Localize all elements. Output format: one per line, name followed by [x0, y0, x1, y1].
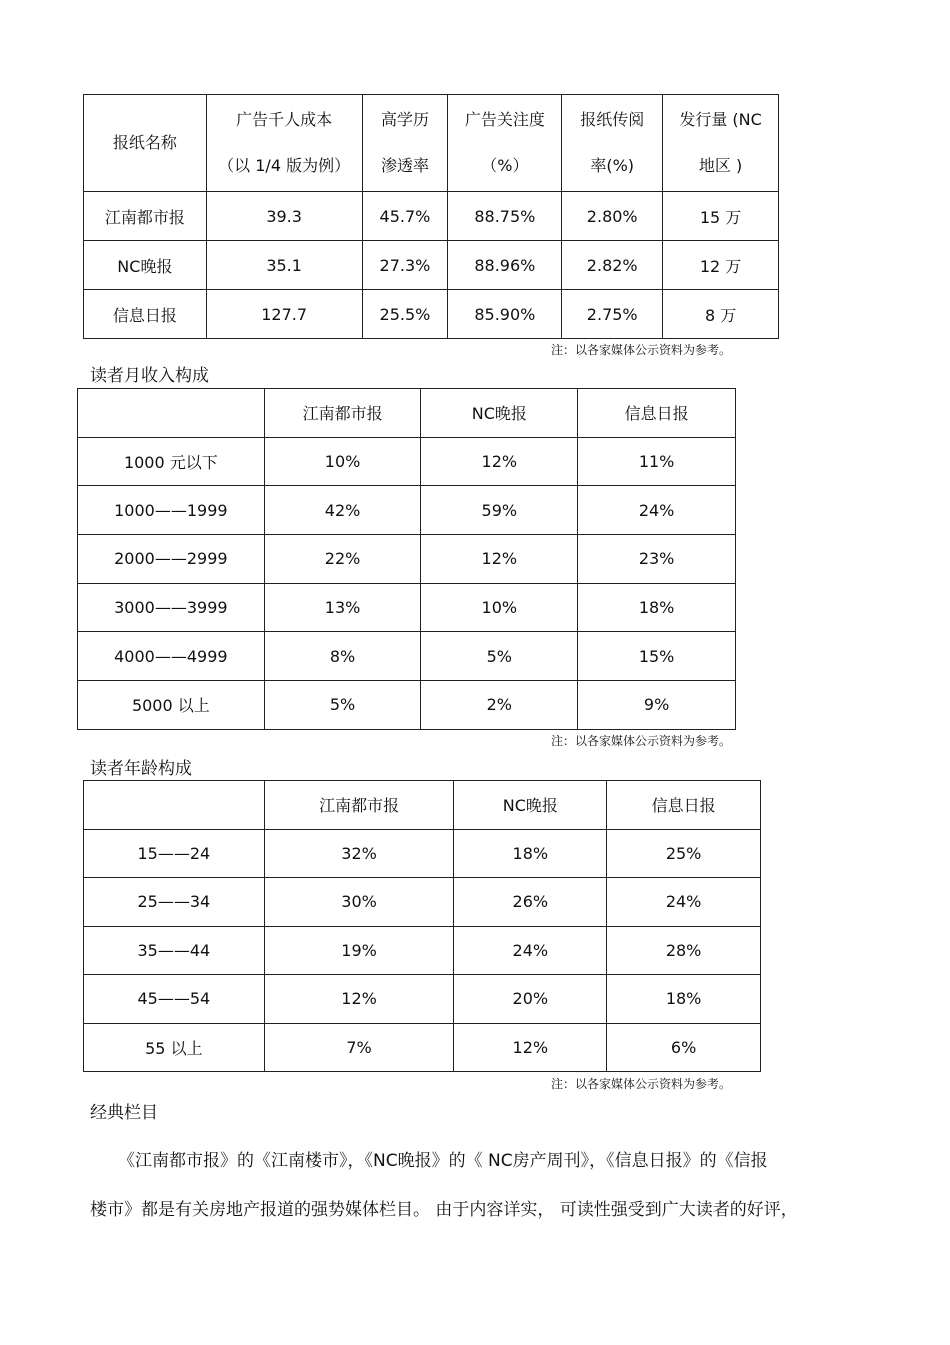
- table-cell: 1000 元以下: [78, 437, 265, 486]
- table-cell: 24%: [607, 878, 761, 927]
- table-cell: 127.7: [206, 290, 362, 339]
- table-cell: 信息日报: [84, 290, 207, 339]
- table-row: [78, 437, 736, 486]
- table-cell: 10%: [264, 437, 421, 486]
- table-header-row: [84, 95, 779, 192]
- table-row: [84, 975, 761, 1024]
- header-cell: 报纸名称: [84, 95, 207, 192]
- table-cell: 12%: [264, 975, 454, 1024]
- table-row: [84, 926, 761, 975]
- table-cell: 23%: [578, 535, 736, 584]
- header-cell: 广告千人成本 （以 1/4 版为例）: [206, 95, 362, 192]
- table-note: 注：以各家媒体公示资料为参考。: [551, 734, 732, 748]
- table-row: [84, 290, 779, 339]
- section-title-income: 读者月收入构成: [90, 366, 209, 386]
- table-note: 注：以各家媒体公示资料为参考。: [551, 343, 732, 357]
- table-row: [84, 1023, 761, 1072]
- table-cell: 7%: [264, 1023, 454, 1072]
- table-cell: 8 万: [663, 290, 779, 339]
- table-cell: 18%: [578, 583, 736, 632]
- table-cell: 32%: [264, 829, 454, 878]
- table-cell: 5000 以上: [78, 681, 265, 730]
- table-note: 注：以各家媒体公示资料为参考。: [551, 1077, 732, 1091]
- header-cell: [78, 389, 265, 438]
- paragraph-line: 《江南都市报》的《江南楼市》，《NC晚报》的《 NC房产周刊》，《信息日报》的《信报: [118, 1151, 768, 1171]
- table-cell: 1000——1999: [78, 486, 265, 535]
- header-cell: 广告关注度 （%）: [448, 95, 562, 192]
- table-cell: 5%: [264, 681, 421, 730]
- table-cell: 12%: [421, 437, 578, 486]
- table-row: [84, 192, 779, 241]
- table-row: [78, 535, 736, 584]
- age-table: [83, 780, 761, 1072]
- table-cell: 88.75%: [448, 192, 562, 241]
- table-cell: 2000——2999: [78, 535, 265, 584]
- table-cell: 24%: [454, 926, 607, 975]
- table-row: [78, 681, 736, 730]
- table-cell: 6%: [607, 1023, 761, 1072]
- table-cell: 45——54: [84, 975, 265, 1024]
- table-cell: 55 以上: [84, 1023, 265, 1072]
- table-cell: 18%: [607, 975, 761, 1024]
- table-cell: 22%: [264, 535, 421, 584]
- table-cell: 20%: [454, 975, 607, 1024]
- section-title-age: 读者年龄构成: [90, 759, 192, 779]
- table-cell: 85.90%: [448, 290, 562, 339]
- header-cell: [84, 781, 265, 830]
- income-table: [77, 388, 736, 730]
- table-cell: 12%: [454, 1023, 607, 1072]
- table-cell: 13%: [264, 583, 421, 632]
- table-cell: 35.1: [206, 241, 362, 290]
- table-row: [78, 632, 736, 681]
- table-cell: 28%: [607, 926, 761, 975]
- table-cell: 24%: [578, 486, 736, 535]
- header-cell: 信息日报: [578, 389, 736, 438]
- table-cell: 42%: [264, 486, 421, 535]
- header-cell: 信息日报: [607, 781, 761, 830]
- table-cell: 3000——3999: [78, 583, 265, 632]
- table-row: [84, 241, 779, 290]
- table-header-row: [78, 389, 736, 438]
- table-cell: 15——24: [84, 829, 265, 878]
- table-cell: 25——34: [84, 878, 265, 927]
- table-cell: 12%: [421, 535, 578, 584]
- header-cell: NC晚报: [454, 781, 607, 830]
- table-cell: 11%: [578, 437, 736, 486]
- header-cell: 发行量 (NC 地区 ): [663, 95, 779, 192]
- table-cell: 12 万: [663, 241, 779, 290]
- table-cell: 35——44: [84, 926, 265, 975]
- table-cell: 88.96%: [448, 241, 562, 290]
- table-cell: 江南都市报: [84, 192, 207, 241]
- table-cell: 27.3%: [362, 241, 448, 290]
- header-cell: 高学历 渗透率: [362, 95, 448, 192]
- table-header-row: [84, 781, 761, 830]
- table-cell: 25.5%: [362, 290, 448, 339]
- table-cell: 25%: [607, 829, 761, 878]
- table-cell: 59%: [421, 486, 578, 535]
- table-row: [78, 486, 736, 535]
- table-cell: 30%: [264, 878, 454, 927]
- section-title-classic: 经典栏目: [90, 1103, 158, 1123]
- header-cell: 江南都市报: [264, 781, 454, 830]
- header-cell: NC晚报: [421, 389, 578, 438]
- table-cell: NC晚报: [84, 241, 207, 290]
- header-cell: 报纸传阅 率(%): [562, 95, 663, 192]
- table-cell: 10%: [421, 583, 578, 632]
- table-cell: 2%: [421, 681, 578, 730]
- newspaper-comparison-table: [83, 94, 779, 339]
- table-cell: 5%: [421, 632, 578, 681]
- table-row: [84, 878, 761, 927]
- table-cell: 2.75%: [562, 290, 663, 339]
- table-cell: 26%: [454, 878, 607, 927]
- table-cell: 15 万: [663, 192, 779, 241]
- table-row: [84, 829, 761, 878]
- table-cell: 45.7%: [362, 192, 448, 241]
- table-cell: 19%: [264, 926, 454, 975]
- header-cell: 江南都市报: [264, 389, 421, 438]
- table-cell: 9%: [578, 681, 736, 730]
- table-cell: 15%: [578, 632, 736, 681]
- table-cell: 8%: [264, 632, 421, 681]
- table-cell: 18%: [454, 829, 607, 878]
- paragraph-line: 楼市》都是有关房地产报道的强势媒体栏目。 由于内容详实， 可读性强受到广大读者的好评，: [90, 1200, 798, 1220]
- table-cell: 4000——4999: [78, 632, 265, 681]
- table-cell: 39.3: [206, 192, 362, 241]
- table-row: [78, 583, 736, 632]
- table-cell: 2.82%: [562, 241, 663, 290]
- table-cell: 2.80%: [562, 192, 663, 241]
